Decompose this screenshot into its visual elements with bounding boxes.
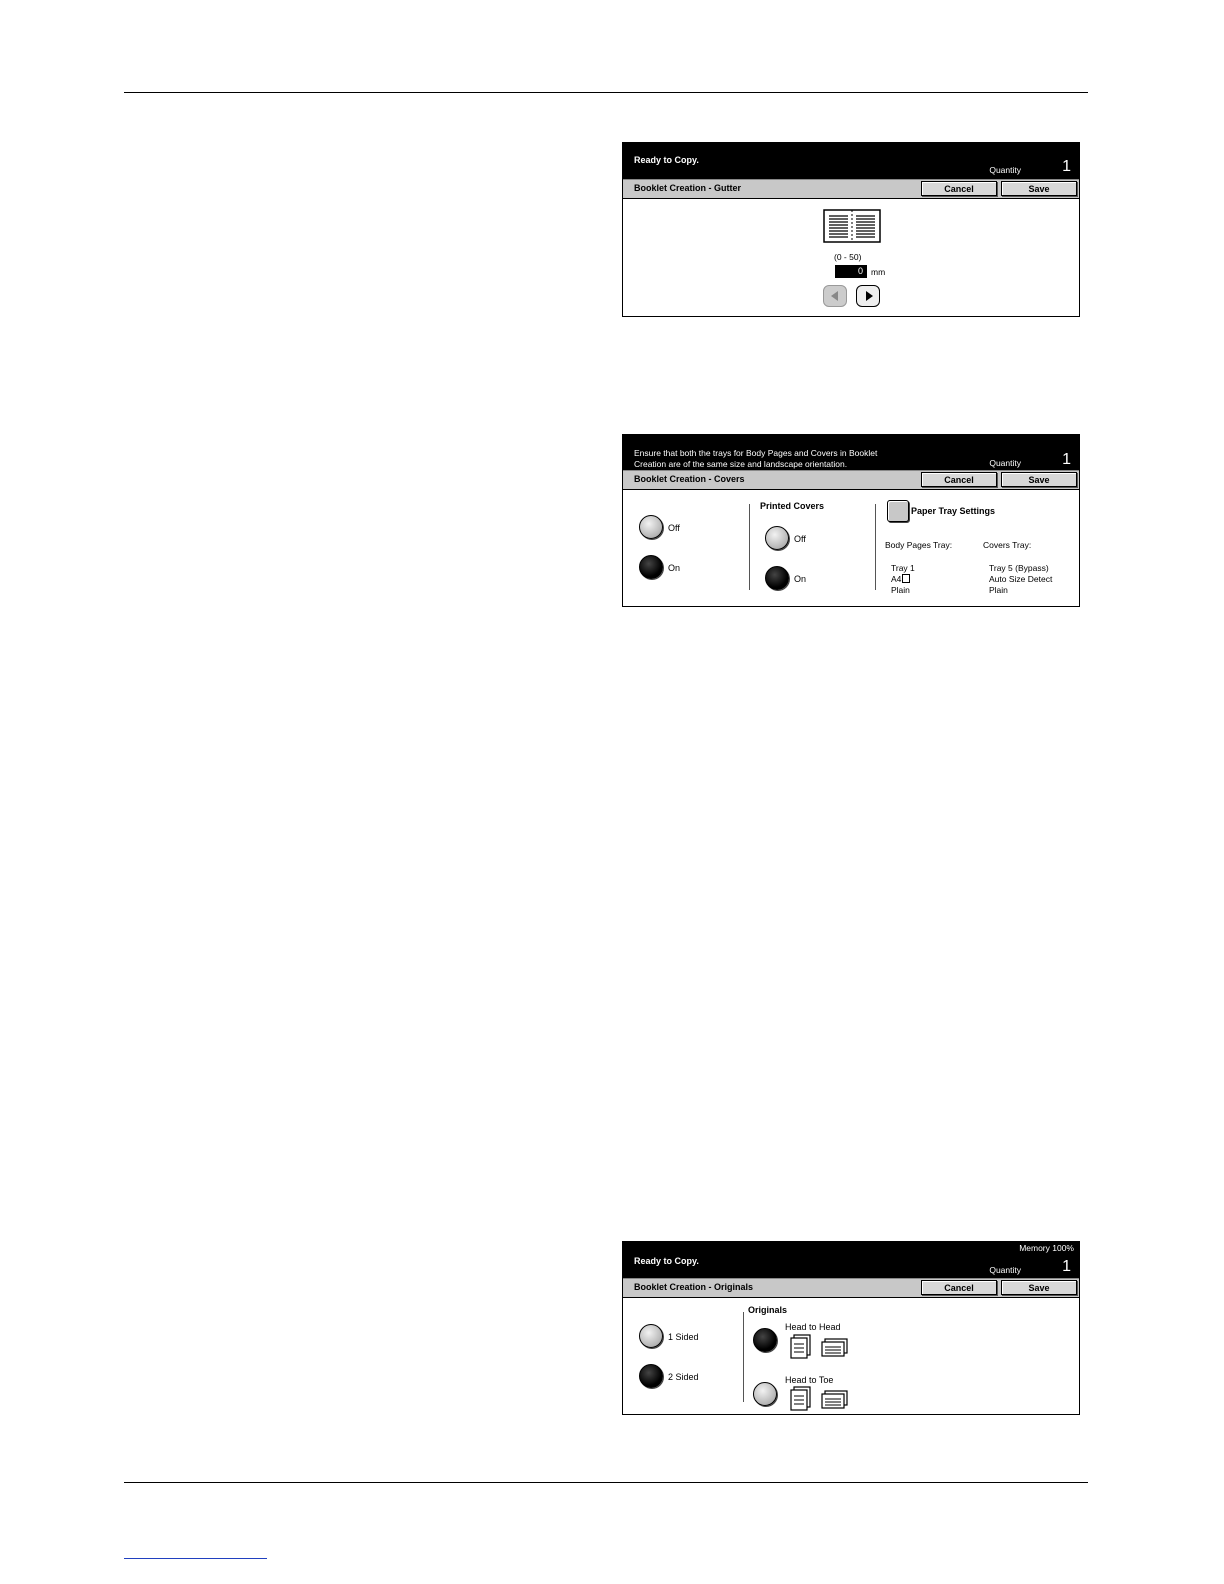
decrease-button[interactable] xyxy=(823,285,847,307)
cancel-button[interactable]: Cancel xyxy=(921,472,997,487)
status-bar xyxy=(623,435,1079,470)
covers-on-label: On xyxy=(668,563,681,573)
header-rule xyxy=(124,92,1088,93)
printed-covers-on-label: On xyxy=(794,574,807,584)
range-label: (0 - 50) xyxy=(834,252,862,262)
increase-button[interactable] xyxy=(856,285,880,307)
covers-off-radio[interactable] xyxy=(639,515,663,539)
arrow-right-icon xyxy=(866,291,873,301)
body-tray-value: Tray 1 xyxy=(891,563,915,573)
two-sided-label: 2 Sided xyxy=(668,1372,699,1382)
quantity-label: Quantity xyxy=(989,165,1021,175)
covers-on-radio[interactable] xyxy=(639,555,663,579)
head-to-toe-radio[interactable] xyxy=(753,1382,777,1406)
status-message: Ready to Copy. xyxy=(634,155,699,165)
head-to-head-label: Head to Head xyxy=(785,1322,841,1332)
cancel-button[interactable]: Cancel xyxy=(921,1280,997,1295)
head-to-toe-icon xyxy=(789,1386,851,1412)
arrow-left-icon xyxy=(831,291,838,301)
divider xyxy=(743,1312,744,1402)
originals-panel xyxy=(622,1241,1080,1415)
body-size-value: A4 xyxy=(891,574,910,585)
divider xyxy=(749,504,750,590)
one-sided-radio[interactable] xyxy=(639,1324,663,1348)
covers-off-label: Off xyxy=(668,523,680,533)
quantity-value: 1 xyxy=(1062,1258,1071,1275)
head-to-head-icon xyxy=(789,1334,851,1360)
one-sided-label: 1 Sided xyxy=(668,1332,699,1342)
printed-covers-off-radio[interactable] xyxy=(765,526,789,550)
paper-tray-settings-label: Paper Tray Settings xyxy=(911,506,996,516)
save-button[interactable]: Save xyxy=(1001,1280,1077,1295)
screen-titlebar xyxy=(623,1278,1079,1298)
divider xyxy=(875,504,876,590)
screen-titlebar xyxy=(623,179,1079,199)
quantity-value: 1 xyxy=(1062,158,1071,175)
body-pages-tray-label: Body Pages Tray: xyxy=(885,540,953,550)
save-button[interactable]: Save xyxy=(1001,472,1077,487)
open-book-icon xyxy=(823,209,881,243)
screen-titlebar xyxy=(623,470,1079,490)
status-bar xyxy=(623,1242,1079,1278)
status-message xyxy=(634,448,877,470)
covers-panel xyxy=(622,434,1080,607)
status-bar xyxy=(623,143,1079,179)
body-type-value: Plain xyxy=(891,585,910,595)
gutter-panel xyxy=(622,142,1080,317)
footer-link-underline xyxy=(124,1558,267,1559)
screen-title: Booklet Creation - Originals xyxy=(634,1282,754,1292)
quantity-value: 1 xyxy=(1062,451,1071,468)
two-sided-radio[interactable] xyxy=(639,1364,663,1388)
cancel-button[interactable]: Cancel xyxy=(921,181,997,196)
originals-heading: Originals xyxy=(748,1305,788,1315)
printed-covers-heading: Printed Covers xyxy=(760,501,825,511)
head-to-head-radio[interactable] xyxy=(753,1328,777,1352)
quantity-label: Quantity xyxy=(989,458,1021,468)
covers-tray-value: Tray 5 (Bypass) xyxy=(989,563,1049,573)
gutter-value-field[interactable]: 0 xyxy=(835,265,867,278)
footer-rule xyxy=(124,1482,1088,1483)
memory-indicator: Memory 100% xyxy=(1019,1243,1074,1253)
printed-covers-on-radio[interactable] xyxy=(765,566,789,590)
status-message-line2: Creation are of the same size and landscape orientation. xyxy=(634,459,848,469)
covers-type-value: Plain xyxy=(989,585,1008,595)
screen-title: Booklet Creation - Gutter xyxy=(634,183,742,193)
covers-size-value: Auto Size Detect xyxy=(989,574,1053,584)
screen-title: Booklet Creation - Covers xyxy=(634,474,745,484)
paper-tray-settings-button[interactable] xyxy=(887,500,909,522)
status-message: Ready to Copy. xyxy=(634,1256,699,1266)
head-to-toe-label: Head to Toe xyxy=(785,1375,834,1385)
printed-covers-off-label: Off xyxy=(794,534,806,544)
save-button[interactable]: Save xyxy=(1001,181,1077,196)
covers-tray-label: Covers Tray: xyxy=(983,540,1032,550)
status-message-line1: Ensure that both the trays for Body Pages and Covers in Booklet xyxy=(634,448,878,458)
landscape-orientation-icon xyxy=(902,574,910,583)
quantity-label: Quantity xyxy=(989,1265,1021,1275)
unit-label: mm xyxy=(871,267,886,277)
